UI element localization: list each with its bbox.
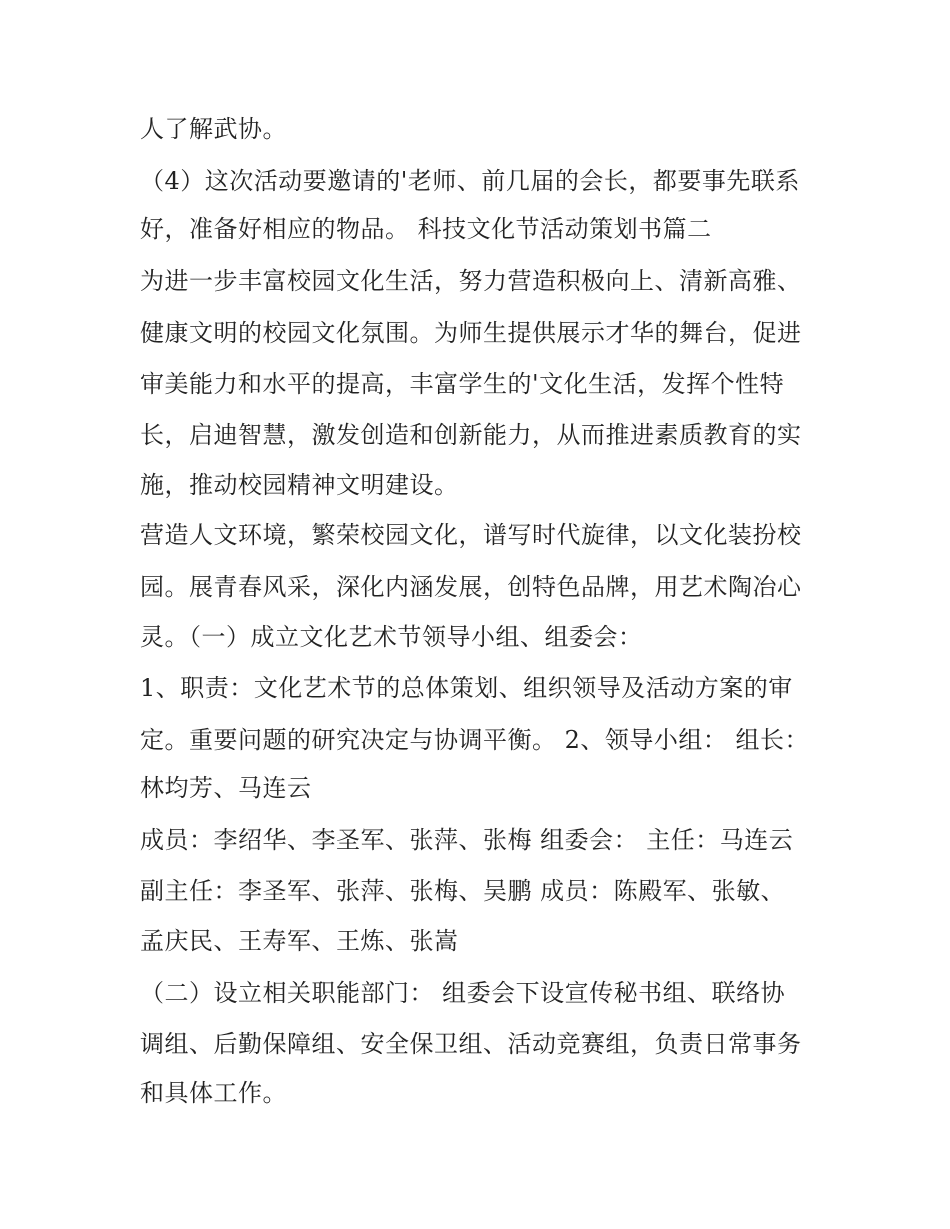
text-line: （4）这次活动要邀请的'老师、前几届的会长，都要事先联系: [140, 167, 800, 195]
text-line: 1、职责：文化艺术节的总体策划、组织领导及活动方案的审: [140, 674, 793, 702]
text-line: 人了解武协。: [140, 115, 287, 143]
text-line: 副主任：李圣军、张萍、张梅、吴鹏 成员：陈殿军、张敏、: [140, 877, 786, 905]
text-line: 施，推动校园精神文明建设。: [140, 471, 459, 499]
text-line: 长，启迪智慧，激发创造和创新能力，从而推进素质教育的实: [140, 421, 802, 449]
text-line: 林均芳、马连云: [140, 774, 312, 802]
text-line: 孟庆民、王寿军、王炼、张嵩: [140, 927, 459, 955]
text-line: 好，准备好相应的物品。 科技文化节活动策划书篇二: [140, 215, 712, 243]
text-line: 调组、后勤保障组、安全保卫组、活动竞赛组，负责日常事务: [140, 1030, 802, 1058]
text-line: （二）设立相关职能部门： 组委会下设宣传秘书组、联络协: [140, 979, 786, 1007]
text-line: 园。展青春风采，深化内涵发展，创特色品牌，用艺术陶冶心: [140, 573, 802, 601]
text-line: 为进一步丰富校园文化生活，努力营造积极向上、清新高雅、: [140, 267, 802, 295]
text-line: 成员：李绍华、李圣军、张萍、张梅 组委会： 主任：马连云: [140, 826, 794, 854]
text-line: 审美能力和水平的提高，丰富学生的'文化生活，发挥个性特: [140, 370, 785, 398]
text-line: 健康文明的校园文化氛围。为师生提供展示才华的舞台，促进: [140, 319, 802, 347]
text-line: 灵。（一）成立文化艺术节领导小组、组委会：: [140, 623, 643, 651]
text-line: 定。重要问题的研究决定与协调平衡。 2、领导小组： 组长：: [140, 726, 810, 754]
text-line: 营造人文环境，繁荣校园文化，谱写时代旋律，以文化装扮校: [140, 521, 802, 549]
text-line: 和具体工作。: [140, 1079, 287, 1107]
